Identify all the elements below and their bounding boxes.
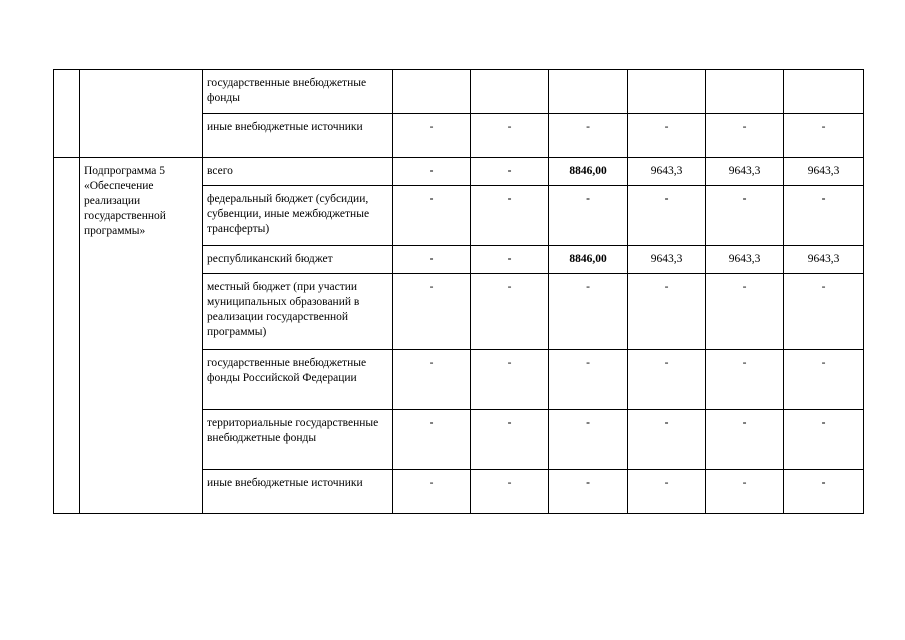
- value-cell: -: [471, 470, 549, 514]
- value-cell: -: [471, 274, 549, 350]
- value-cell: -: [471, 246, 549, 274]
- value-cell: 9643,3: [706, 158, 784, 186]
- source-cell: территориальные государственные внебюджетные фонды: [203, 410, 393, 470]
- value-cell: -: [549, 274, 628, 350]
- value-cell: -: [784, 470, 864, 514]
- value-cell: -: [471, 158, 549, 186]
- value-cell: -: [628, 410, 706, 470]
- value-cell: -: [784, 186, 864, 246]
- source-cell: иные внебюджетные источники: [203, 470, 393, 514]
- value-cell: 9643,3: [784, 158, 864, 186]
- value-cell: -: [393, 350, 471, 410]
- value-cell: -: [628, 186, 706, 246]
- value-cell: -: [628, 114, 706, 158]
- value-cell: [706, 70, 784, 114]
- program-cell: [80, 70, 203, 158]
- source-cell: иные внебюджетные источники: [203, 114, 393, 158]
- value-cell: [549, 70, 628, 114]
- value-cell: -: [549, 186, 628, 246]
- value-cell: [628, 70, 706, 114]
- value-cell: -: [549, 114, 628, 158]
- value-cell: 9643,3: [706, 246, 784, 274]
- value-cell: -: [471, 186, 549, 246]
- value-cell: 8846,00: [549, 158, 628, 186]
- value-cell: [393, 70, 471, 114]
- source-cell: федеральный бюджет (субсидии, субвенции, иные межбюджетные трансферты): [203, 186, 393, 246]
- value-cell: -: [393, 246, 471, 274]
- source-cell: государственные внебюджетные фонды: [203, 70, 393, 114]
- value-cell: 8846,00: [549, 246, 628, 274]
- subprogram-name: Подпрограмма 5 «Обеспечение реализации государственной программы»: [80, 158, 203, 514]
- value-cell: -: [628, 350, 706, 410]
- source-cell: республиканский бюджет: [203, 246, 393, 274]
- value-cell: -: [471, 350, 549, 410]
- budget-table: [53, 69, 864, 514]
- value-cell: 9643,3: [628, 246, 706, 274]
- value-cell: -: [549, 350, 628, 410]
- value-cell: [471, 70, 549, 114]
- value-cell: -: [706, 410, 784, 470]
- value-cell: [784, 70, 864, 114]
- value-cell: -: [706, 274, 784, 350]
- value-cell: -: [393, 158, 471, 186]
- value-cell: -: [628, 274, 706, 350]
- source-cell: всего: [203, 158, 393, 186]
- value-cell: -: [471, 410, 549, 470]
- value-cell: -: [706, 470, 784, 514]
- table-row: [54, 158, 864, 186]
- table-body: [54, 70, 864, 514]
- value-cell: -: [471, 114, 549, 158]
- value-cell: -: [393, 274, 471, 350]
- value-cell: -: [706, 114, 784, 158]
- value-cell: -: [549, 410, 628, 470]
- source-cell: местный бюджет (при участии муниципальных образований в реализации государственной программы): [203, 274, 393, 350]
- value-cell: -: [784, 350, 864, 410]
- value-cell: -: [393, 114, 471, 158]
- value-cell: -: [393, 186, 471, 246]
- value-cell: 9643,3: [628, 158, 706, 186]
- value-cell: -: [628, 470, 706, 514]
- value-cell: -: [393, 470, 471, 514]
- source-cell: государственные внебюджетные фонды Российской Федерации: [203, 350, 393, 410]
- value-cell: -: [393, 410, 471, 470]
- value-cell: -: [784, 410, 864, 470]
- value-cell: -: [784, 114, 864, 158]
- index-cell: [54, 70, 80, 158]
- value-cell: -: [706, 350, 784, 410]
- index-cell: [54, 158, 80, 514]
- table-row: [54, 70, 864, 114]
- value-cell: -: [549, 470, 628, 514]
- value-cell: -: [784, 274, 864, 350]
- value-cell: -: [706, 186, 784, 246]
- value-cell: 9643,3: [784, 246, 864, 274]
